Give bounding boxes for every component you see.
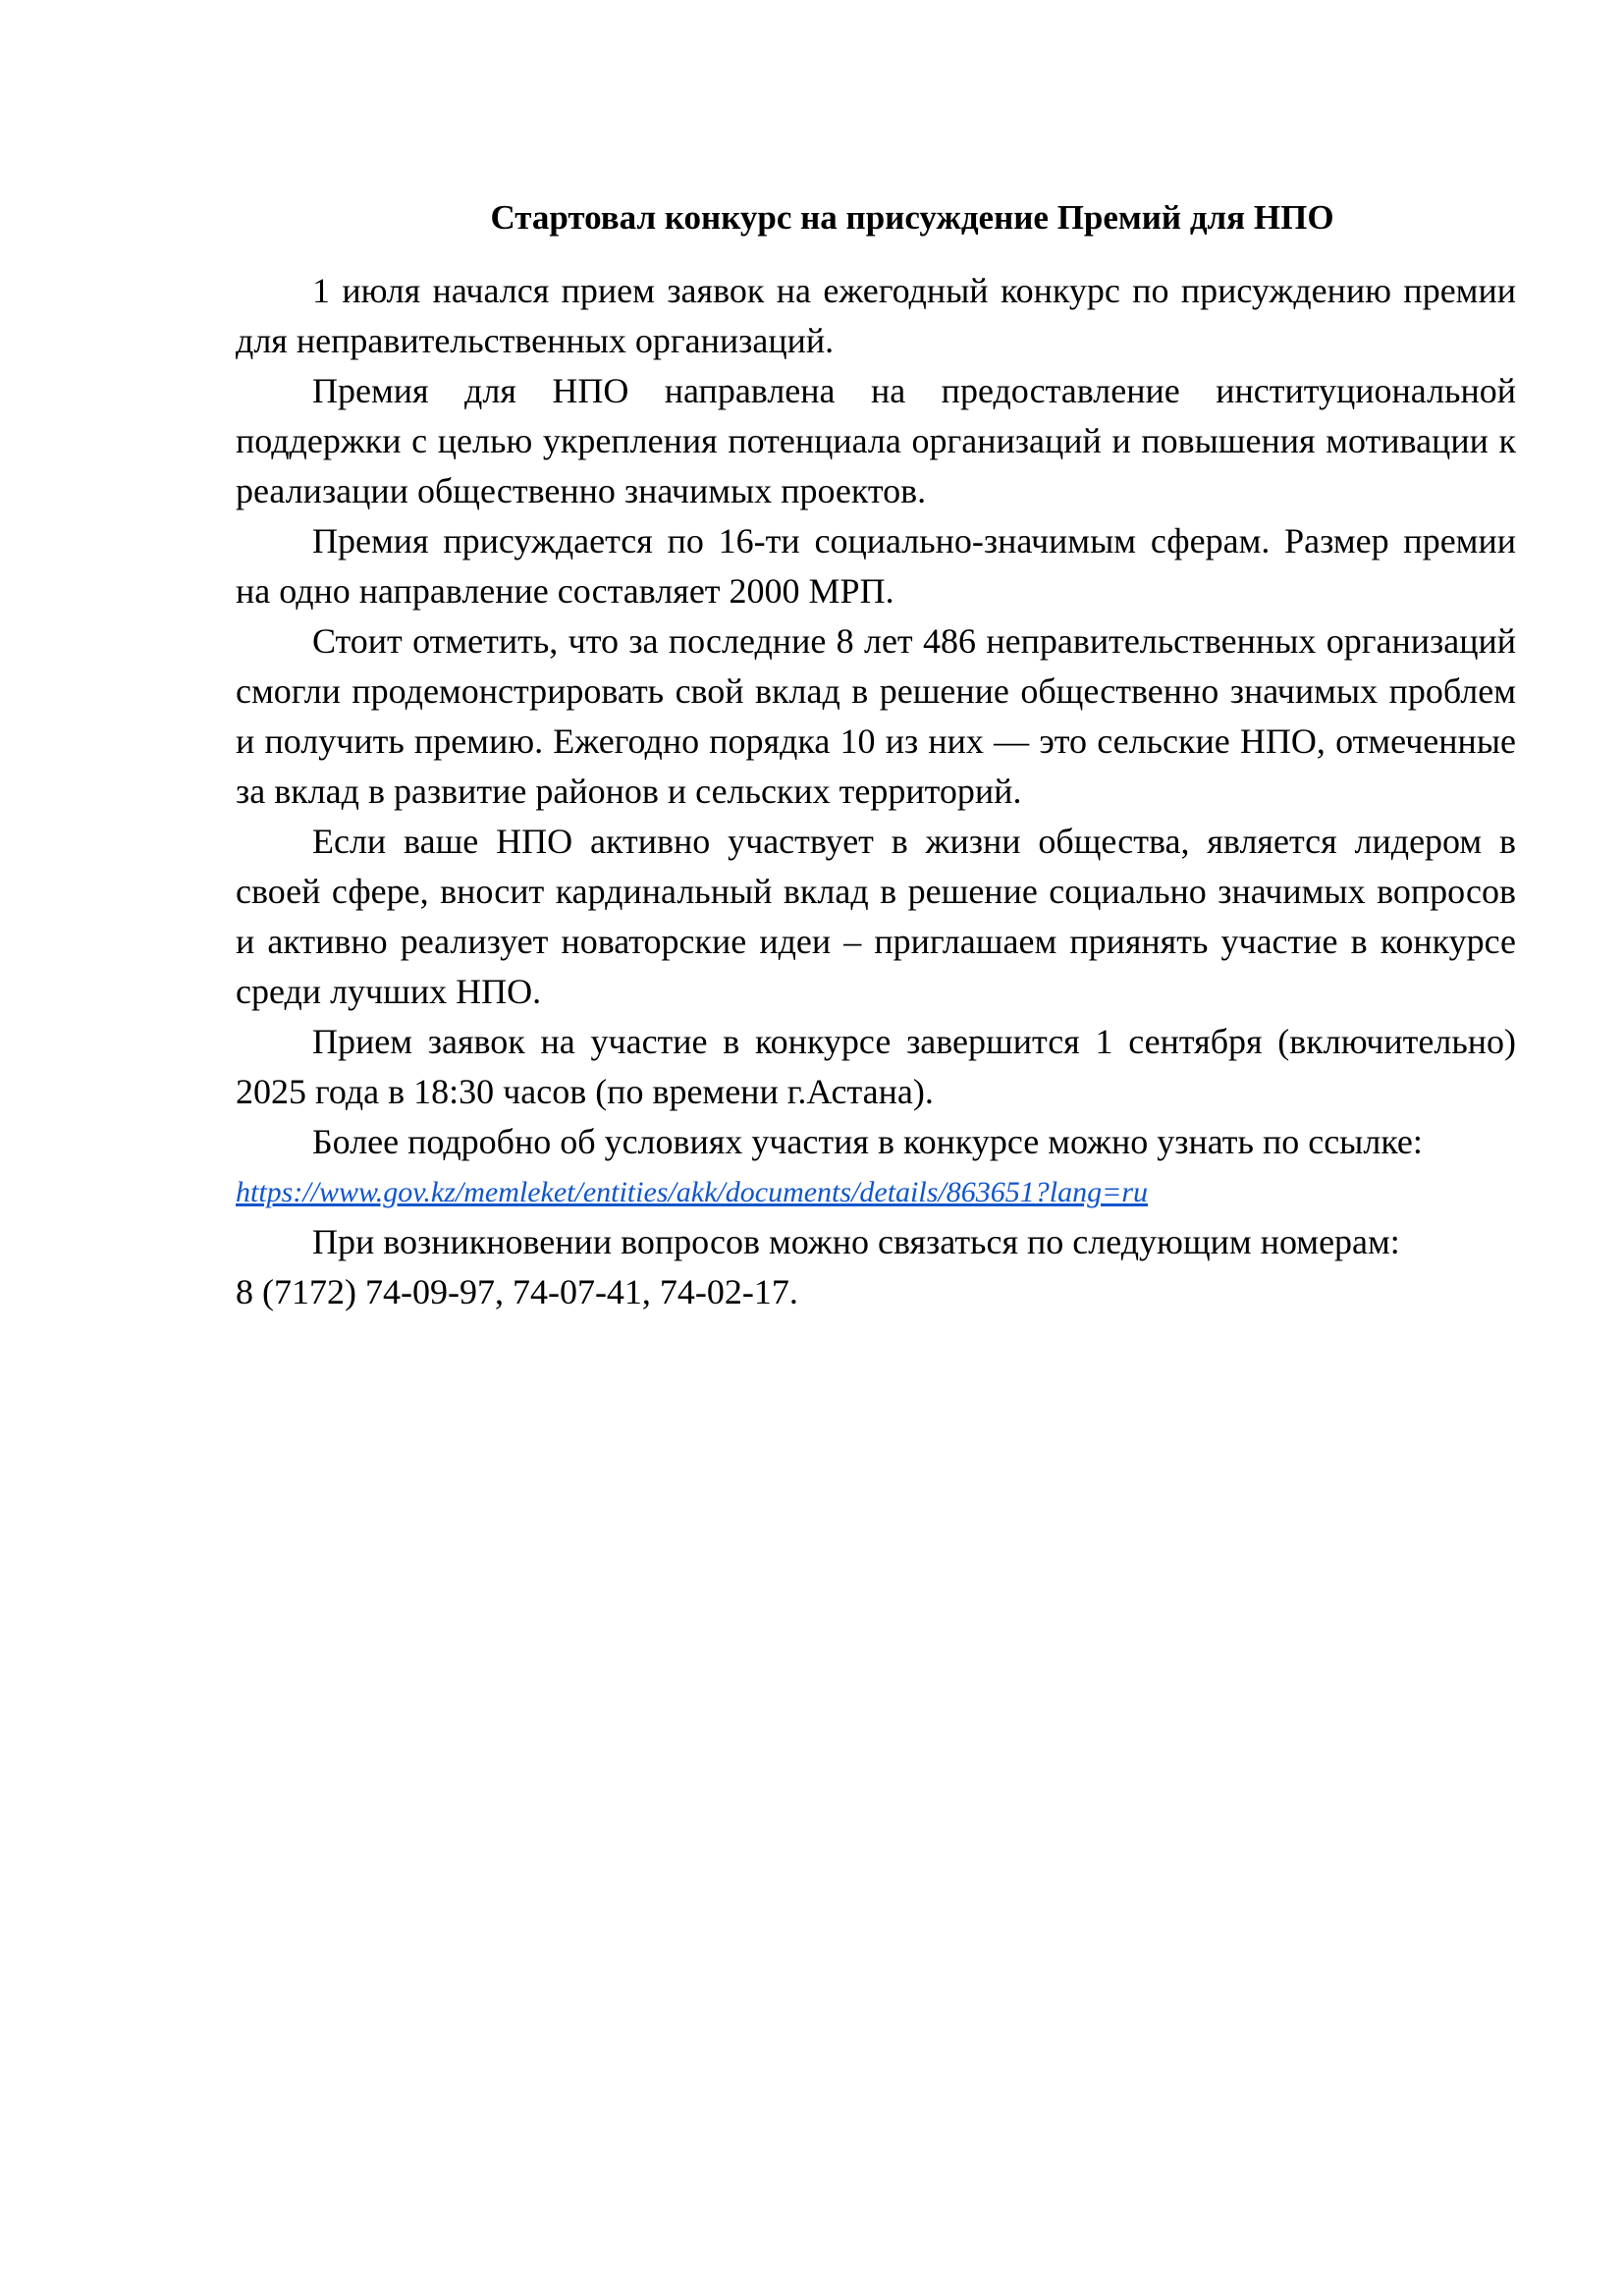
document-title: Стартовал конкурс на присуждение Премий для НПО xyxy=(490,198,1334,237)
paragraph-award-spheres: Премия присуждается по 16-ти социально-значимым сферам. Размер премии на одно направление составляет 2000 МРП. xyxy=(236,521,1516,611)
paragraph-deadline: Прием заявок на участие в конкурсе завершится 1 сентября (включительно) 2025 года в 18:30 часов (по времени г.Астана). xyxy=(236,1022,1516,1111)
paragraph-application-start: 1 июля начался прием заявок на ежегодный конкурс по присуждению премии для неправительственных организаций. xyxy=(236,271,1516,360)
details-block xyxy=(236,1117,1516,1217)
paragraph-award-purpose: Премия для НПО направлена на предоставление институциональной поддержки с целью укрепления потенциала организаций и повышения мотивации к реализации общественно значимых проектов. xyxy=(236,371,1516,510)
paragraph-contacts: При возникновении вопросов можно связаться по следующим номерам: xyxy=(312,1222,1400,1261)
paragraph-invitation: Если ваше НПО активно участвует в жизни общества, является лидером в своей сфере, вносит кардинальный вклад в решение социально значимых вопросов и активно реализует новаторские идеи – приглашаем приянять участие в конкурсе среди лучших НПО. xyxy=(236,822,1516,1011)
details-link[interactable]: https://www.gov.kz/memleket/entities/akk/documents/details/863651?lang=ru xyxy=(236,1176,1148,1208)
contacts-block xyxy=(236,1217,1516,1317)
paragraph-past-results: Стоит отметить, что за последние 8 лет 486 неправительственных организаций смогли продемонстрировать свой вклад в решение общественно значимых проблем и получить премию. Ежегодно порядка 10 из них — это сельские НПО, отмеченные за вклад в развитие районов и сельских территорий. xyxy=(236,621,1516,811)
paragraph-details: Более подробно об условиях участия в конкурсе можно узнать по ссылке: xyxy=(312,1122,1423,1161)
phone-numbers: 8 (7172) 74-09-97, 74-07-41, 74-02-17. xyxy=(236,1272,798,1311)
document-body xyxy=(236,192,1516,1317)
